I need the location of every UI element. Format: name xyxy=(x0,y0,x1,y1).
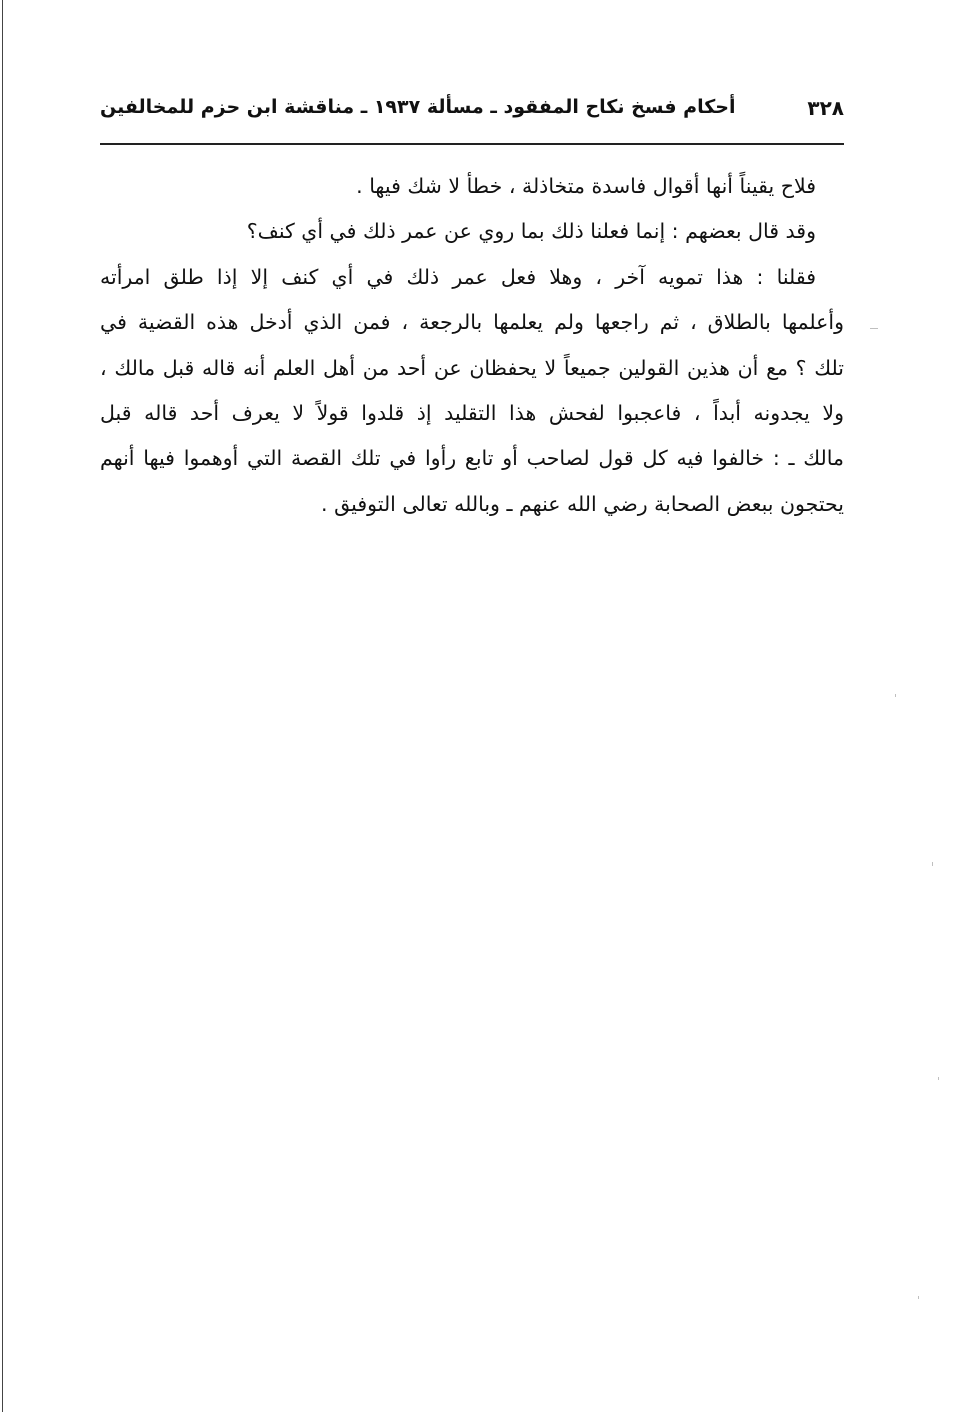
scan-speck xyxy=(938,1077,939,1080)
paragraph-line: تلك ؟ مع أن هذين القولين جميعاً لا يحفظان عن أحد من أهل العلم أنه قاله قبل مالك ، xyxy=(100,355,844,380)
scan-speck xyxy=(870,328,878,329)
scan-speck xyxy=(918,1296,919,1299)
paragraph-line: يحتجون ببعض الصحابة رضي الله عنهم ـ وبالله تعالى التوفيق . xyxy=(321,491,844,516)
scan-speck xyxy=(932,862,933,866)
paragraph-line: فلاح يقيناً أنها أقوال فاسدة متخاذلة ، خطأ لا شك فيها . xyxy=(356,174,816,198)
paragraph-line: مالك ـ : خالفوا فيه كل قول لصاحب أو تابع رأوا في تلك القصة التي أوهموا فيها أنهم xyxy=(100,446,844,471)
header-rule xyxy=(100,143,844,145)
paragraph-line: فقلنا : هذا تمويه آخر ، وهلا فعل عمر ذلك في أي كنف إلا إذا طلق امرأته xyxy=(100,264,816,289)
paragraph-line: ولا يجدونه أبداً ، فاعجبوا لفحش هذا التقليد إذ قلدوا قولاً لا يعرف أحد قاله قبل xyxy=(100,400,844,425)
page-edge-line xyxy=(2,0,3,1412)
paragraph-line: وقد قال بعضهم : إنما فعلنا ذلك بما روي عن عمر ذلك في أي كنف؟ xyxy=(246,219,816,244)
paragraph-line: وأعلمها بالطلاق ، ثم راجعها ولم يعلمها بالرجعة ، فمن الذي أدخل هذه القضية في xyxy=(100,310,844,335)
page-number: ٣٢٨ xyxy=(807,96,844,120)
running-title: أحكام فسخ نكاح المفقود ـ مسألة ١٩٣٧ ـ مناقشة ابن حزم للمخالفين xyxy=(100,96,736,118)
scan-speck xyxy=(895,694,896,697)
page-header xyxy=(100,92,844,128)
body-text xyxy=(100,164,844,527)
